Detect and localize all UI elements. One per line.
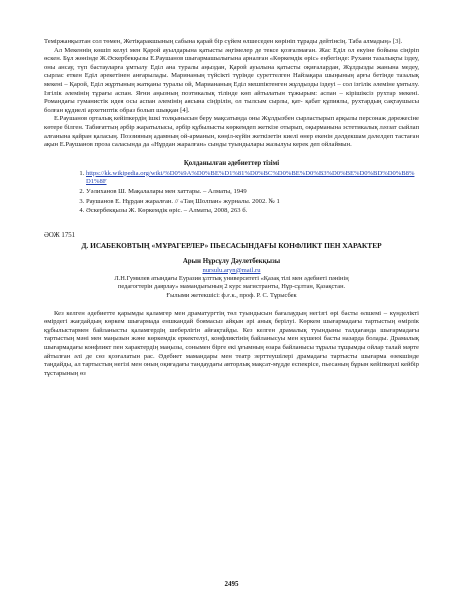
supervisor-line: Ғылыми жетекшісі: ф.ғ.к., проф. Р. С. Тұрысбек <box>166 291 297 299</box>
page-number: 2495 <box>224 580 239 588</box>
affiliation-line: Л.Н.Гумилев атындағы Еуразия ұлттық университеті «Қазақ тілі мен әдебиеті пәнінің <box>114 275 349 283</box>
references-list <box>44 170 419 216</box>
affiliation-line: педагогтерін даярлау» мамандығының 2 курс магистранты, Нұр-сұлтан, Қазақстан. <box>117 283 346 291</box>
reference-link[interactable]: https://kk.wikipedia.org/wiki/%D0%9A%D0%BE%D1%81%D0%BC%D0%BE%D0%B3%D0%BE%D0%BD%D0%B8%D1%8F <box>86 169 415 186</box>
body-paragraph-1: Теміржанқызтан сол төмен, Жетіқаракшының сабына қарай бір сүйем өлшеседен көрініп тұрады дейтінсің. Таба алмадың» [3]. <box>44 38 403 45</box>
article-title: Д. ИСАБЕКОВТЫҢ «МҰРАГЕРЛЕР» ПЬЕСАСЫНДАҒЫ КОНФЛИКТ ПЕН ХАРАКТЕР <box>81 240 382 250</box>
reference-item <box>86 170 419 187</box>
reference-item: 4. Әскербекқызы Ж. Көркемдік өріс. – Алматы, 2008, 263 б. <box>86 207 419 216</box>
reference-item: 2. Уәлиханов Ш. Мақалалары мен хаттары. – Алматы, 1949 <box>86 188 419 197</box>
body-paragraph-3: Е.Раушанов орталық кейіпкердің ішкі толқынысын беру мақсатында оны Жұлдызбен сырластырып арқылы персонаж дәрежесіне көтере білген. Табиғаттың әрбір жаратылысы, әрбір құбылысты көркемдеп жеткізе отырып, оқырманына эстетикалық ләззат сыйлап алғанына қайран қаласың. Поэзияның адамның ой-арманын, көңіл-күйін жеткізетін киелі өнер екенін дәлдекшам дәлелдеп тастаған ақын Е.Раушанов проза саласында да «Нұрдан жаралған» сынды туындылары жазылуы керек деп ойлаймын. <box>44 115 419 149</box>
article-body-paragraph: Кез келген әдебиетте қарымды қаламгер мен драматургтің төл туындысын бағалаудың негізгі өрі басты өлшемі – күнделікті өмірдегі жағдайдың көркем шығармада еншкандай боямасыз айқын әрі анық берілуі. Көркем шығармадағы тартыстың өмірлік құбылыстармен байланысты қаламгердің шеберлігін айғақтайды. Кез келген драмалық туындыны талдағанда шығармадағы тартыстың мәні мен маңызын және көркемдік еркектелуі, конфликтінің байланысуы мен күшеюі басты назарда болады. Драмалық шығармадағы конфликт пен характердің маңызы, сонымен бірге екі ұғымның өзара байланысы тұралы тұщымды ойлар талай мәрте айтылған әлі де сөз қозғалатын рас. Әдебиет мамандары мен театр зерттеушілері драмадағы тартысты шығарма өзекшінде таңдайды, ал тартыстың негізі мен оның оқиғадағы тандаудағы авторлық мақсат-мүдде еспекрісе, пьесаның бұрын кейіпкерлі кейбір тұстарының өз <box>44 309 419 377</box>
udk-code: ӘОЖ 1751 <box>44 231 76 239</box>
reference-item: 3. Раушанов Е. Нұрдан жаралған. // «Таң Шолпан» журналы. 2002. № 1 <box>86 198 419 207</box>
author-name: Арын Нұрсұлу Дәулетбекқызы <box>182 258 281 266</box>
author-email-link[interactable]: nursulu.aryn@mail.ru <box>202 266 261 274</box>
author-email-line <box>44 267 419 275</box>
references-heading: Қолданылған әдебиеттер тізімі <box>183 159 280 167</box>
body-paragraph-2: Ал Мекеннің көшіп келуі мен Қарой ауылдарына қатысты әңгімелер де тексе қозғалмаған. Жас Еділ ол екуіне бойына сіңіріп өскен. Бұл жөнінде Ж.Әскербекқызы Е.Раушанов шығармашылығына арналған «Көркемдік өріс» еңбегінде: Рухани тазалықты іздеу, оны ансау, түп бастауларға ұмтылу Еділ ана туралы аңыздан, Қарой ауылына қатысты оқиғалардан, Жұлдызды жанына медеу, сырлас еткен Еділ әрекетінен анғарылады. Маринаның түйсікті түрінде суреттелген Найзақара шыңының арғы бетінде тазалық мекені – Қарой, Еділ жұртының жатқаны туралы ой, Мариананың Еділ мешпіктенген жұлдызды іздеуі – сол ізгілік әлеміне ұмтылу. Ізгілік әлемінің тұрағы аспан. Яғни аңызның поэтикалық тілінде көп айтылатын тұжырым: аспан – кірішіксіз рухтар мекені. Романдағы гуманистік идея осы аспан әлемінің аясына сіңірілін, ол тылсым сырлы, қат- қабат құпиялы, рухтардың сақтаушысы болған құдиелі архетиптік образ болып шыққан [4]. <box>44 46 419 114</box>
author-affiliation <box>44 275 419 300</box>
